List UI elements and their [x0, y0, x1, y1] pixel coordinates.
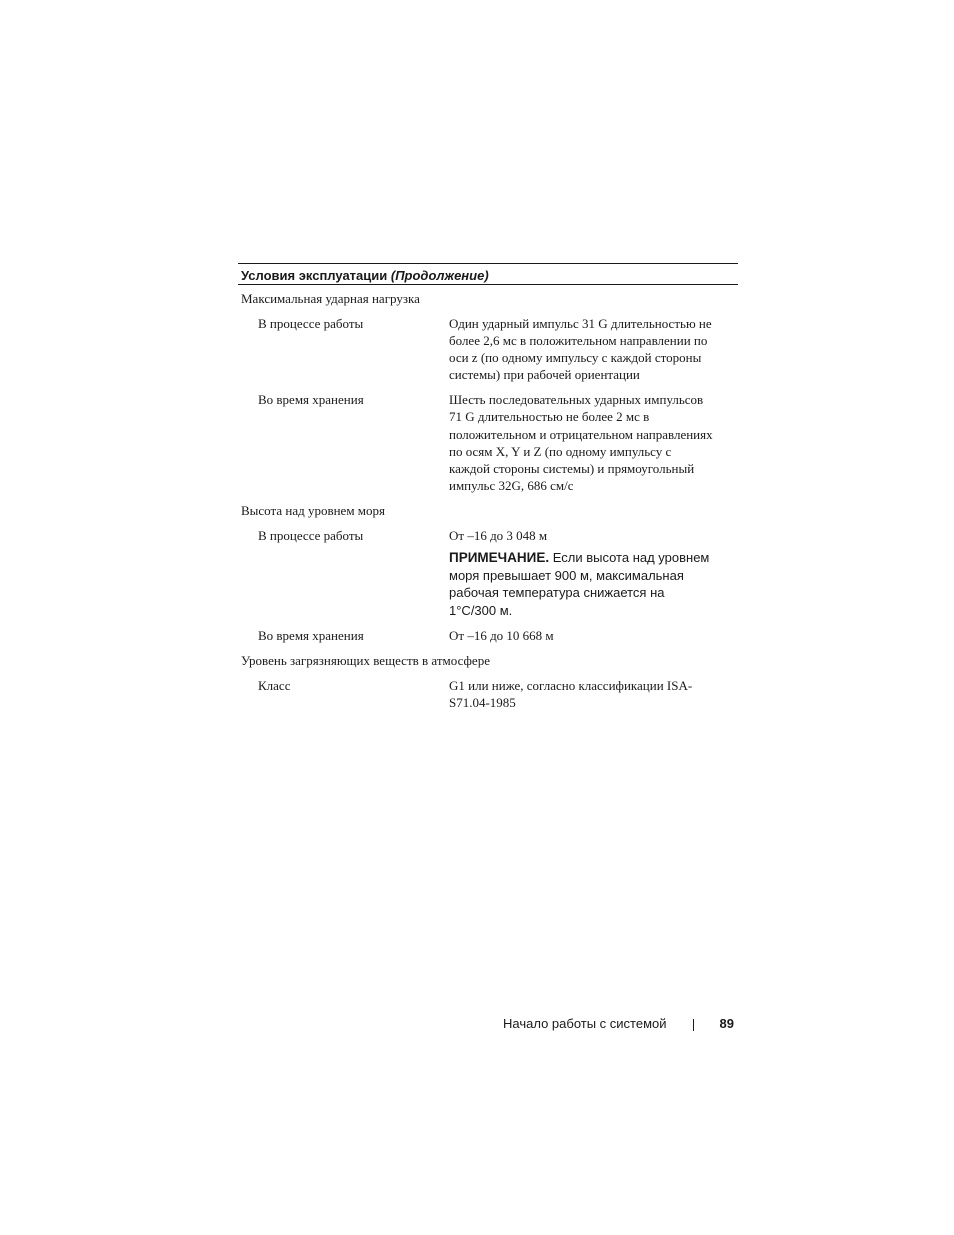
- page-number: 89: [719, 1016, 734, 1031]
- row-value: Шесть последовательных ударных импульсов 71 G длительностью не более 2 мс в положительном и отрицательном направлениях по осям X, Y и Z (по одному импульсу с каждой стороны системы) и прямоугольный импульс 32G, 686 см/с: [449, 392, 713, 493]
- row-value: G1 или ниже, согласно классификации ISA-S71.04-1985: [449, 678, 693, 711]
- footer-separator: [693, 1019, 694, 1031]
- table-row: [238, 523, 738, 619]
- table-row: [238, 383, 738, 494]
- table-row: [238, 673, 738, 711]
- page-footer: [503, 1015, 734, 1033]
- row-value: От –16 до 10 668 м: [449, 628, 554, 644]
- note-text: Если высота над уровнем моря превышает 900 м, максимальная рабочая температура снижается на 1°C/300 м.: [449, 550, 710, 618]
- section-title-max-shock: Максимальная ударная нагрузка: [241, 291, 420, 306]
- row-value: От –16 до 3 048 м: [449, 527, 548, 543]
- table-row: [238, 310, 738, 383]
- row-label: В процессе работы: [258, 527, 364, 543]
- section-title-altitude: Высота над уровнем моря: [241, 502, 386, 518]
- note-label: ПРИМЕЧАНИЕ.: [449, 550, 550, 566]
- operating-conditions-table: [238, 263, 738, 711]
- row-label: В процессе работы: [258, 316, 364, 331]
- row-label: Класс: [258, 678, 291, 694]
- section-title-contaminants: Уровень загрязняющих веществ в атмосфере: [241, 653, 490, 669]
- table-row: [238, 619, 738, 644]
- table-caption-title: Условия эксплуатации: [241, 268, 391, 283]
- row-label: Во время хранения: [258, 628, 364, 644]
- row-value: Один ударный импульс 31 G длительностью не более 2,6 мс в положительном направлении по оси z (по одному импульсу с каждой стороны системы) при рабочей ориентации: [449, 316, 712, 383]
- row-value-group: [449, 527, 714, 619]
- note-block: [449, 549, 714, 619]
- footer-section-title: Начало работы с системой: [503, 1016, 667, 1031]
- table-caption: [238, 264, 738, 284]
- table-caption-continued: (Продолжение): [390, 268, 489, 283]
- row-label: Во время хранения: [258, 392, 364, 408]
